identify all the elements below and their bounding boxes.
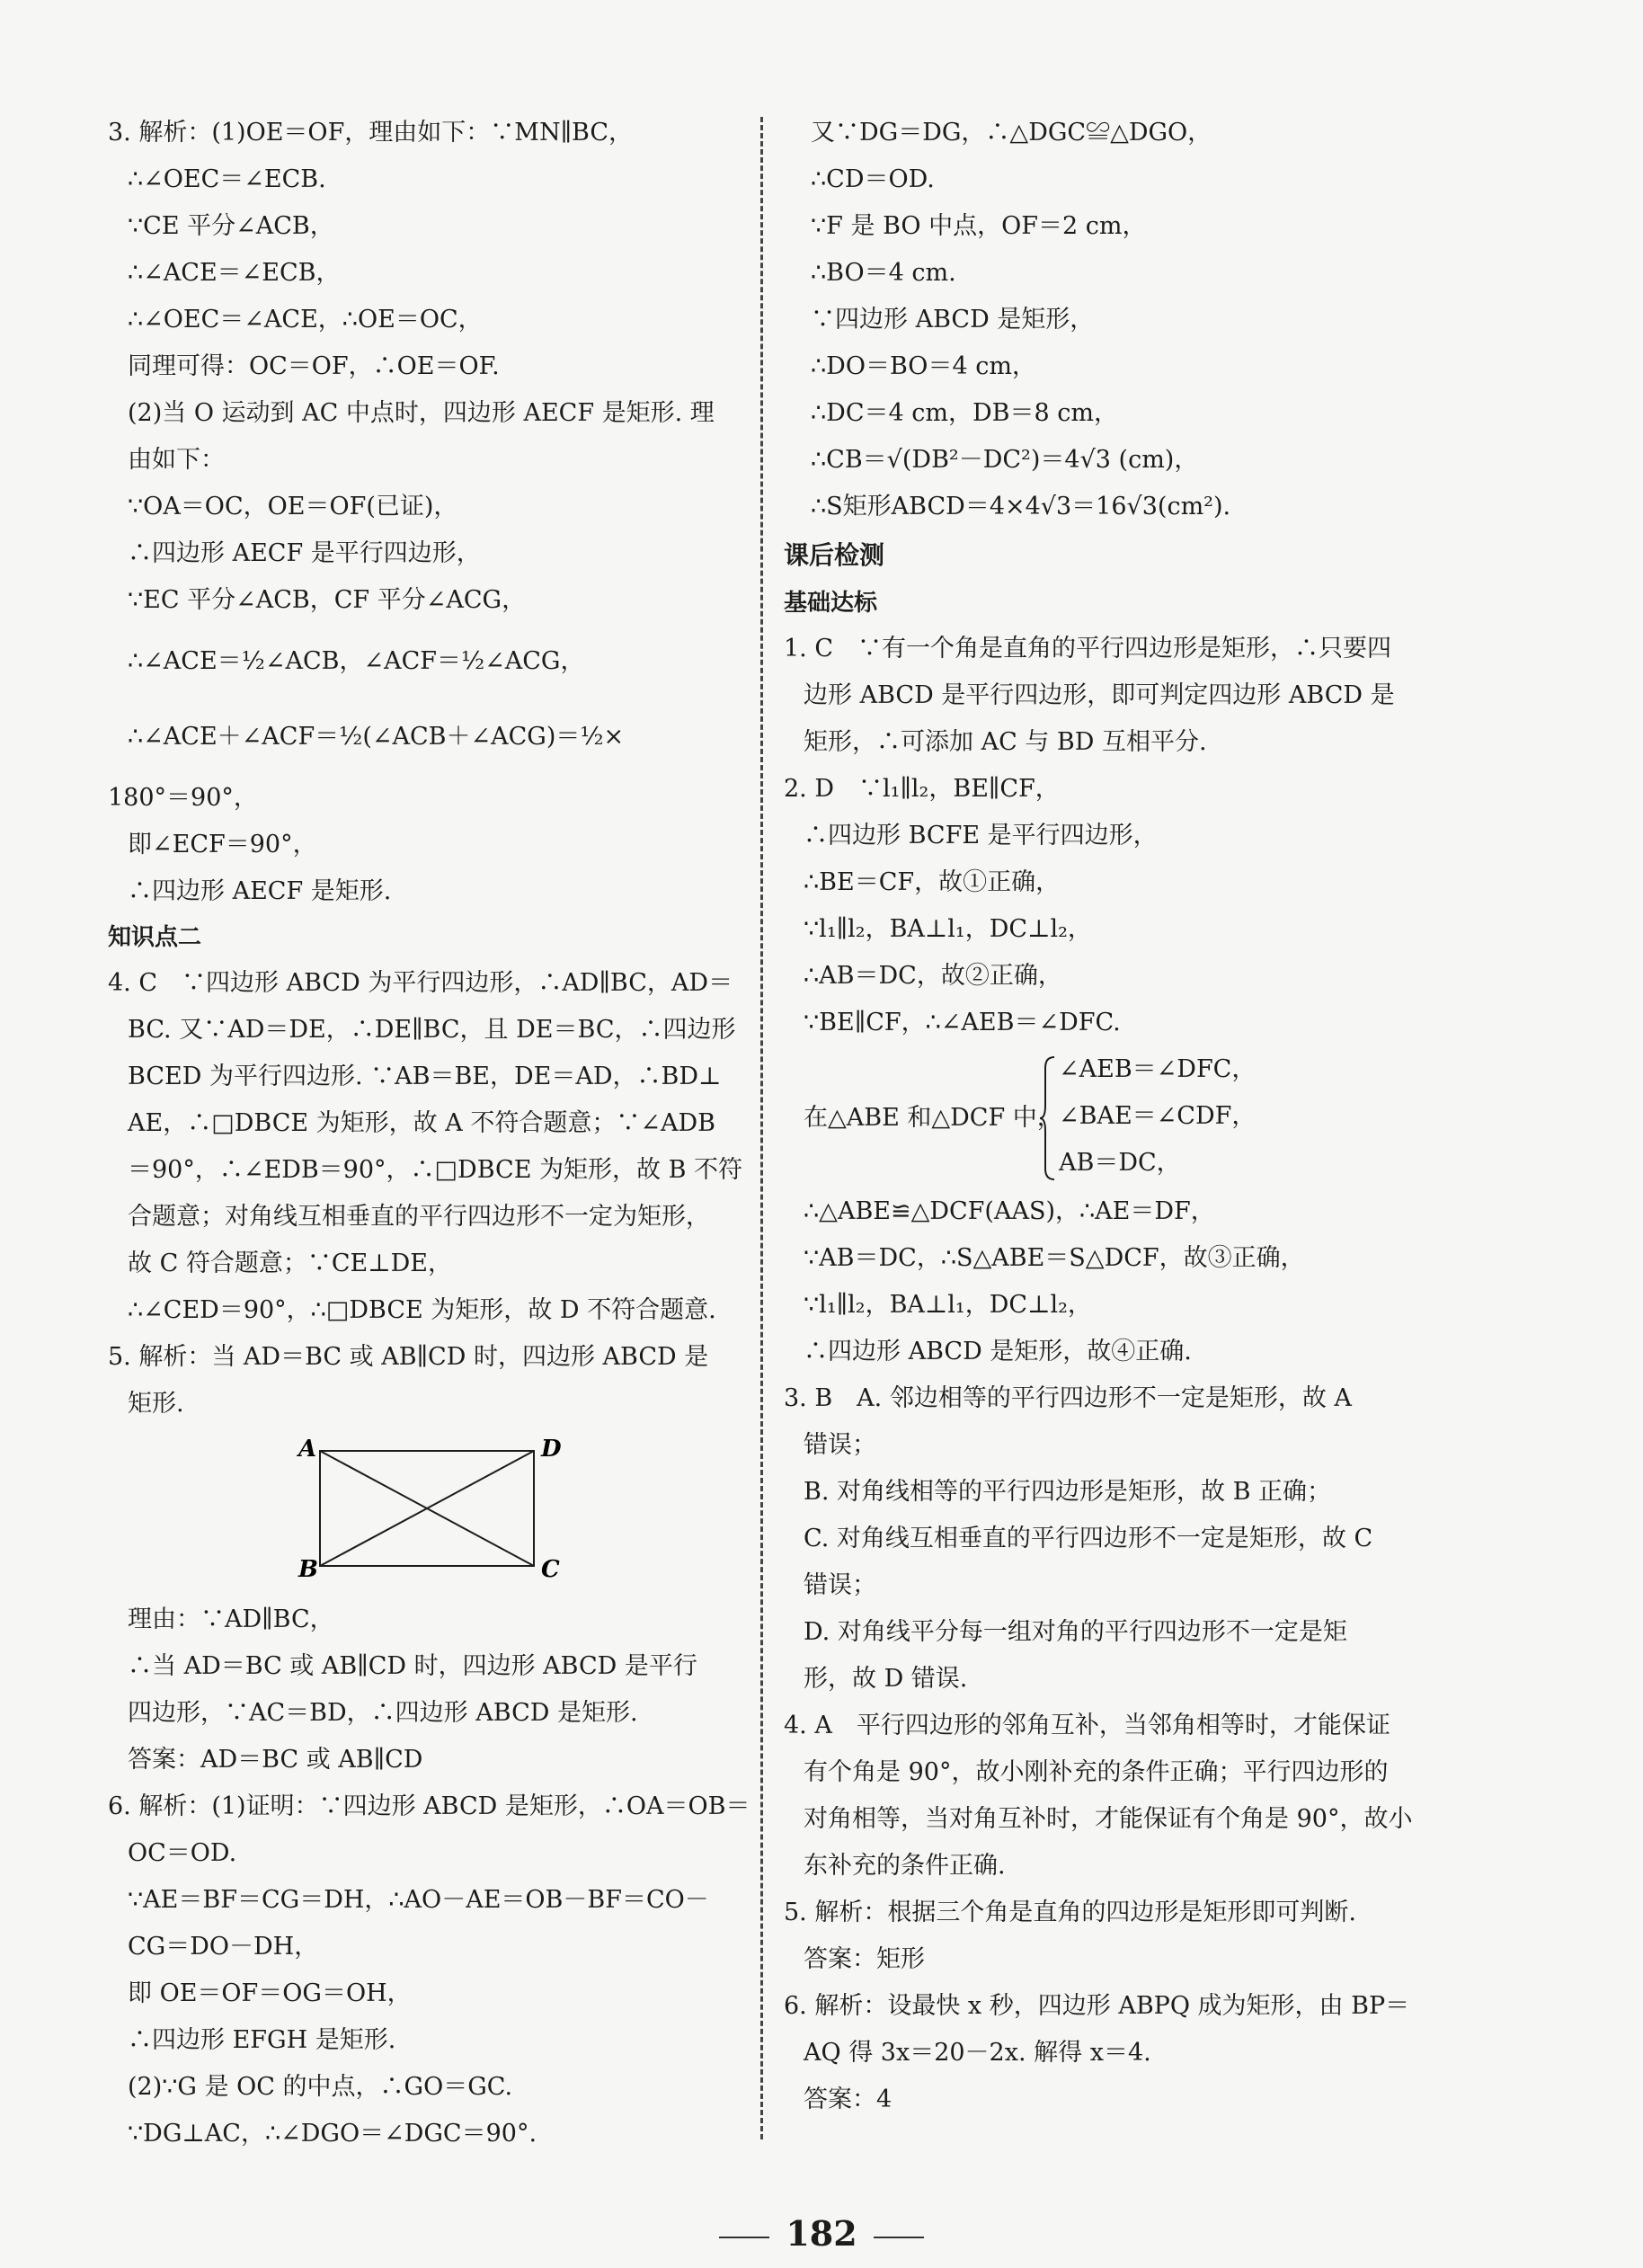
subsection-heading: 基础达标 [784, 590, 878, 617]
q3-line: 同理可得：OC＝OF，∴OE＝OF. [128, 352, 500, 380]
q3-line: ∴∠OEC＝∠ECB. [128, 165, 326, 193]
left-column [108, 110, 750, 2157]
page-number-text: 182 [786, 2213, 857, 2254]
page-number [0, 2213, 1643, 2254]
q4-line: 4. C ∵四边形 ABCD 为平行四边形，∴AD∥BC，AD＝ [108, 969, 733, 997]
section-heading: 知识点二 [108, 924, 202, 951]
q3-line: (2)当 O 运动到 AC 中点时，四边形 AECF 是矩形. 理 [128, 399, 715, 427]
q6-line: (2)∵G 是 OC 的中点，∴GO＝GC. [128, 2073, 513, 2101]
r5-line: 5. 解析：根据三个角是直角的四边形是矩形即可判断. [784, 1899, 1356, 1926]
q6-cont-line: 又∵DG＝DG，∴△DGC≌△DGO， [811, 119, 1212, 147]
q6-line: CG＝DO－DH， [128, 1933, 319, 1961]
q5-line: 理由：∵AD∥BC， [128, 1605, 334, 1633]
q5-line: 5. 解析：当 AD＝BC 或 AB∥CD 时，四边形 ABCD 是 [108, 1343, 709, 1371]
r4-line: 有个角是 90°，故小刚补充的条件正确；平行四边形的 [804, 1758, 1389, 1786]
q3-line: ∴四边形 AECF 是矩形. [128, 877, 392, 905]
r2-line: 2. D ∵l₁∥l₂，BE∥CF， [784, 775, 1060, 803]
r6-line: AQ 得 3x＝20－2x. 解得 x＝4. [804, 2039, 1151, 2067]
system-lines [1059, 1046, 1256, 1187]
r2-line: ∴四边形 BCFE 是平行四边形， [804, 822, 1158, 849]
r3-line: 3. B A. 邻边相等的平行四边形不一定是矩形，故 A [784, 1384, 1352, 1412]
q4-line: 故 C 符合题意；∵CE⊥DE， [128, 1250, 452, 1277]
r2-line: ∴BE＝CF，故①正确， [804, 868, 1061, 896]
q4-line: 合题意；对角线互相垂直的平行四边形不一定为矩形， [128, 1203, 710, 1231]
vertex-label-c: C [541, 1556, 560, 1583]
q6-line: 即 OE＝OF＝OG＝OH， [128, 1979, 412, 2007]
q4-line: AE，∴□DBCE 为矩形，故 A 不符合题意；∵∠ADB [128, 1109, 715, 1137]
r2-line: ∴四边形 ABCD 是矩形，故④正确. [804, 1338, 1192, 1365]
r1-line: 矩形，∴可添加 AC 与 BD 互相平分. [804, 728, 1207, 756]
r2-line: ∵AB＝DC，∴S△ABE＝S△DCF，故③正确， [804, 1244, 1305, 1272]
r4-line: 对角相等，当对角互补时，才能保证有个角是 90°，故小 [804, 1805, 1413, 1833]
r4-line: 东补充的条件正确. [804, 1852, 1006, 1880]
rectangle-figure [108, 1428, 737, 1596]
q6-cont-line: ∴CB＝√(DB²－DC²)＝4√3 (cm)， [811, 446, 1199, 474]
r4-line: 4. A 平行四边形的邻角互补，当邻角相等时，才能保证 [784, 1712, 1390, 1739]
q3-line: ∵EC 平分∠ACB，CF 平分∠ACG， [128, 586, 527, 614]
r1-line: 1. C ∵有一个角是直角的平行四边形是矩形，∴只要四 [784, 635, 1392, 663]
q3-fraction-line: ∴∠ACE＝½∠ACB，∠ACF＝½∠ACG， [128, 647, 585, 675]
system-line: AB＝DC， [1059, 1149, 1181, 1177]
q3-line: ∵CE 平分∠ACB， [128, 212, 334, 240]
r3-line: 错误； [804, 1571, 876, 1599]
vertex-label-a: A [298, 1436, 317, 1463]
q6-cont-line: ∴BO＝4 cm. [811, 259, 956, 287]
q4-line: ＝90°，∴∠EDB＝90°，∴□DBCE 为矩形，故 B 不符 [128, 1156, 742, 1184]
q6-line: ∵DG⊥AC，∴∠DGO＝∠DGC＝90°. [128, 2120, 537, 2148]
q5-line: 矩形. [128, 1390, 184, 1418]
section-heading: 课后检测 [784, 540, 885, 570]
q5-answer: 答案：AD＝BC 或 AB∥CD [128, 1746, 423, 1774]
q6-cont-line: ∴DO＝BO＝4 cm， [811, 352, 1036, 380]
r2-line: ∴AB＝DC，故②正确， [804, 962, 1062, 990]
q6-cont-line: ∴S矩形ABCD＝4×4√3＝16√3(cm²). [811, 493, 1231, 520]
q3-line: ∴∠OEC＝∠ACE，∴OE＝OC， [128, 306, 483, 334]
q6-line: OC＝OD. [128, 1839, 237, 1867]
q5-line: ∴当 AD＝BC 或 AB∥CD 时，四边形 ABCD 是平行 [128, 1652, 697, 1680]
rectangle-diagram [108, 1428, 737, 1596]
q6-cont-line: ∴DC＝4 cm，DB＝8 cm， [811, 399, 1118, 427]
r3-line: B. 对角线相等的平行四边形是矩形，故 B 正确； [804, 1478, 1332, 1506]
q4-line: BC. 又∵AD＝DE，∴DE∥BC，且 DE＝BC，∴四边形 [128, 1016, 736, 1044]
r3-line: C. 对角线互相垂直的平行四边形不一定是矩形，故 C [804, 1525, 1373, 1552]
r3-line: D. 对角线平分每一组对角的平行四边形不一定是矩 [804, 1618, 1347, 1646]
q3-line: 即∠ECF＝90°， [128, 831, 317, 858]
r3-line: 形，故 D 错误. [804, 1665, 968, 1693]
r6-answer: 答案：4 [804, 2086, 893, 2113]
q6-line: 6. 解析：(1)证明：∵四边形 ABCD 是矩形，∴OA＝OB＝ [108, 1792, 750, 1820]
q6-cont-line: ∵四边形 ABCD 是矩形， [811, 306, 1095, 334]
vertex-label-b: B [298, 1556, 318, 1583]
q3-line: ∴∠ACE＝∠ECB， [128, 259, 341, 287]
right-column [784, 110, 1418, 2123]
system-label: 在△ABE 和△DCF 中， [804, 1104, 1061, 1132]
congruence-system [784, 1046, 1418, 1188]
q6-line: ∴四边形 EFGH 是矩形. [128, 2026, 396, 2054]
r2-line: ∵l₁∥l₂，BA⊥l₁，DC⊥l₂， [804, 915, 1092, 943]
q4-line: BCED 为平行四边形. ∵AB＝BE，DE＝AD，∴BD⊥ [128, 1063, 722, 1090]
r5-answer: 答案：矩形 [804, 1945, 925, 1973]
r2-line: ∵l₁∥l₂，BA⊥l₁，DC⊥l₂， [804, 1291, 1092, 1319]
q4-line: ∴∠CED＝90°，∴□DBCE 为矩形，故 D 不符合题意. [128, 1296, 716, 1324]
q6-cont-line: ∵F 是 BO 中点，OF＝2 cm， [811, 212, 1147, 240]
q3-line: ∵OA＝OC，OE＝OF(已证)， [128, 493, 458, 520]
left-brace-icon [1038, 1055, 1058, 1181]
r3-line: 错误； [804, 1431, 876, 1459]
r2-line: ∴△ABE≌△DCF(AAS)，∴AE＝DF， [804, 1197, 1215, 1225]
page-number-dash-left [719, 2237, 769, 2238]
system-line: ∠AEB＝∠DFC， [1059, 1055, 1257, 1083]
q3-line: ∴四边形 AECF 是平行四边形， [128, 539, 481, 567]
q6-line: ∵AE＝BF＝CG＝DH，∴AO－AE＝OB－BF＝CO－ [128, 1886, 709, 1914]
q3-line: 3. 解析：(1)OE＝OF，理由如下：∵MN∥BC， [108, 119, 634, 147]
q5-line: 四边形，∵AC＝BD，∴四边形 ABCD 是矩形. [128, 1699, 638, 1727]
column-divider [760, 117, 763, 2139]
page-number-dash-right [874, 2237, 924, 2238]
system-line: ∠BAE＝∠CDF， [1059, 1102, 1257, 1130]
vertex-label-d: D [541, 1436, 562, 1463]
r2-line: ∵BE∥CF，∴∠AEB＝∠DFC. [804, 1009, 1121, 1036]
r1-line: 边形 ABCD 是平行四边形，即可判定四边形 ABCD 是 [804, 681, 1395, 709]
r6-line: 6. 解析：设最快 x 秒，四边形 ABPQ 成为矩形，由 BP＝ [784, 1992, 1410, 2020]
q6-cont-line: ∴CD＝OD. [811, 165, 935, 193]
q3-line: 由如下： [128, 446, 225, 474]
q3-line: 180°＝90°， [108, 784, 258, 812]
q3-fraction-line: ∴∠ACE＋∠ACF＝½(∠ACB＋∠ACG)＝½× [128, 723, 625, 751]
